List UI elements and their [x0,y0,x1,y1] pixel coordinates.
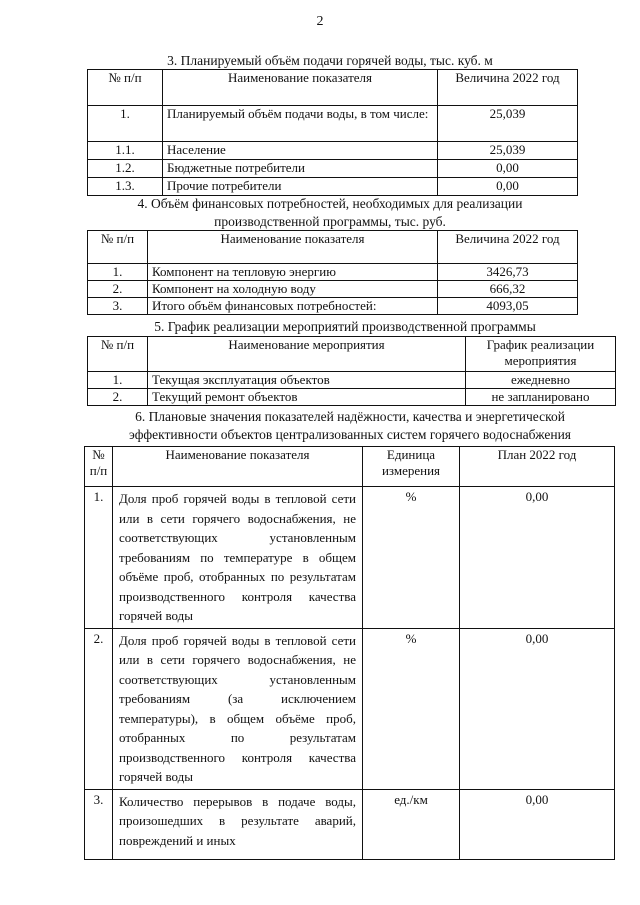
row-value: 25,039 [438,106,578,142]
table-row [88,281,578,298]
row-name: Количество перерывов в подаче воды, произошедших в результате аварий, повреждений и иных [113,789,363,859]
row-num: 3. [88,298,148,315]
row-unit: ед./км [363,789,460,859]
header-name: Наименование показателя [148,231,438,264]
row-name: Население [163,142,438,160]
header-num: № п/п [88,337,148,372]
header-value: Величина 2022 год [438,231,578,264]
section-3-title: 3. Планируемый объём подачи горячей воды, тыс. куб. м [167,53,493,68]
row-name: Доля проб горячей воды в тепловой сети или в сети горячего водоснабжения, не соответствующих установленным требованиям по температуре в общем объёме проб, отобранных по результатам производственного контроля качества горячей воды [113,487,363,629]
table-row [88,142,578,160]
table-row [85,628,615,789]
row-num: 3. [85,789,113,859]
section-6-table [84,446,615,860]
section-4-title: 4. Объём финансовых потребностей, необходимых для реализации производственной программы, тыс. руб. [137,196,523,229]
row-name: Доля проб горячей воды в тепловой сети или в сети горячего водоснабжения, не соответствующих установленным требованиям (за исключением температуры), в общем объёме проб, отобранных по результатам производственного контроля качества горячей воды [113,628,363,789]
row-num: 1.2. [88,160,163,178]
row-plan: 0,00 [460,628,615,789]
header-name: Наименование показателя [163,70,438,106]
table-row [88,178,578,196]
row-schedule: не запланировано [466,389,616,406]
row-num: 2. [85,628,113,789]
row-name: Прочие потребители [163,178,438,196]
table-row [85,487,615,629]
row-schedule: ежедневно [466,372,616,389]
table-row [88,106,578,142]
row-name: Текущая эксплуатация объектов [148,372,466,389]
row-name: Бюджетные потребители [163,160,438,178]
row-plan: 0,00 [460,487,615,629]
section-5-title: 5. График реализации мероприятий производственной программы [154,319,536,334]
table-row [88,389,616,406]
header-name: Наименование мероприятия [148,337,466,372]
row-name: Компонент на тепловую энергию [148,264,438,281]
table-row [88,372,616,389]
row-num: 1.3. [88,178,163,196]
row-unit: % [363,487,460,629]
section-4-table [87,230,578,315]
row-name: Планируемый объём подачи воды, в том числе: [163,106,438,142]
row-num: 2. [88,281,148,298]
row-num: 2. [88,389,148,406]
row-num: 1. [85,487,113,629]
section-5-table [87,336,616,406]
row-value: 0,00 [438,178,578,196]
row-name: Компонент на холодную воду [148,281,438,298]
row-num: 1.1. [88,142,163,160]
table-row [88,298,578,315]
section-6-title: 6. Плановые значения показателей надёжности, качества и энергетической эффективности объектов централизованных систем горячего водоснабжения [129,409,571,442]
header-plan: План 2022 год [460,447,615,487]
row-plan: 0,00 [460,789,615,859]
row-value: 0,00 [438,160,578,178]
row-value: 25,039 [438,142,578,160]
row-value: 666,32 [438,281,578,298]
page-number: 2 [316,14,324,29]
header-num: № п/п [88,231,148,264]
header-unit: Единица измерения [363,447,460,487]
row-value: 4093,05 [438,298,578,315]
header-value: Величина 2022 год [438,70,578,106]
row-name: Итого объём финансовых потребностей: [148,298,438,315]
row-num: 1. [88,264,148,281]
header-num: № п/п [88,70,163,106]
row-unit: % [363,628,460,789]
section-3-table [87,69,578,196]
table-row [88,160,578,178]
header-num: № п/п [85,447,113,487]
row-value: 3426,73 [438,264,578,281]
table-row [85,789,615,859]
header-name: Наименование показателя [113,447,363,487]
header-schedule: График реализации мероприятия [466,337,616,372]
row-num: 1. [88,106,163,142]
row-num: 1. [88,372,148,389]
table-row [88,264,578,281]
row-name: Текущий ремонт объектов [148,389,466,406]
